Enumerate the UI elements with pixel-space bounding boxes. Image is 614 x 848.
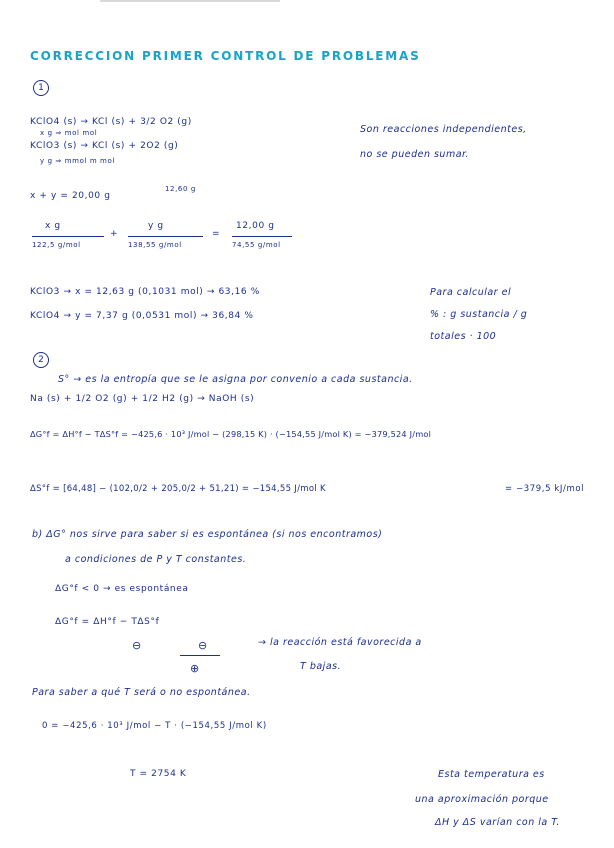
problem-1-number: 1 [33, 80, 49, 96]
formation-reaction: Na (s) + 1/2 O2 (g) + 1/2 H2 (g) → NaOH (s) [30, 394, 255, 404]
fraction-2-numerator: y g [148, 221, 164, 231]
reaction-1-sub: x g ⇒ mol mol [40, 129, 98, 137]
problem-2-intro: S° → es la entropía que se le asigna por convenio a cada sustancia. [58, 374, 413, 385]
fraction-3-numerator: 12,00 g [236, 221, 275, 231]
sign-ds-negative: ⊖ [198, 639, 208, 652]
ds-equation: ΔS°f = [64,48] − (102,0/2 + 205,0/2 + 51,21) = −154,55 J/mol K [30, 484, 326, 494]
part-b-text: b) ΔG° nos sirve para saber si es espontánea (si nos encontramos) [32, 529, 383, 540]
note-percent-3: totales · 100 [430, 331, 497, 342]
fraction-3-bar [232, 236, 292, 237]
note-independent-2: no se pueden sumar. [360, 149, 470, 160]
reaction-2-sub: y g ⇒ mmol m mol [40, 157, 115, 165]
temperature-favor-note-2: T bajas. [300, 661, 342, 672]
fraction-1-denominator: 122,5 g/mol [32, 241, 81, 249]
reaction-2: KClO3 (s) → KCl (s) + 2O2 (g) [30, 141, 179, 151]
note-percent-2: % : g sustancia / g [430, 309, 528, 320]
know-temperature: Para saber a qué T será o no espontánea. [32, 687, 251, 698]
dg-equation: ΔG°f = ΔH°f − TΔS°f = −425,6 · 10³ J/mol − (298,15 K) · (−154,55 J/mol K) = −379,524 J/mol [30, 429, 432, 439]
ds-result: = −379,5 kJ/mol [505, 484, 585, 494]
note-percent-1: Para calcular el [430, 287, 512, 298]
final-note-3: ΔH y ΔS varían con la T. [435, 817, 560, 828]
sum-equation: x + y = 20,00 g [30, 191, 111, 201]
problem-2-number: 2 [33, 352, 49, 368]
plus-sign: + [110, 229, 119, 239]
part-b-text-2: a condiciones de P y T constantes. [65, 554, 247, 565]
fraction-2-bar [128, 236, 203, 237]
zero-equation: 0 = −425,6 · 10³ J/mol − T · (−154,55 J/mol K) [42, 721, 267, 731]
fraction-2-denominator: 138,55 g/mol [128, 241, 182, 249]
reaction-1: KClO4 (s) → KCl (s) + 3/2 O2 (g) [30, 117, 192, 127]
top-edge-line [100, 0, 280, 2]
fraction-1-bar [32, 236, 104, 237]
spontaneity-condition: ΔG°f < 0 → es espontánea [55, 584, 189, 594]
fraction-1-numerator: x g [45, 221, 61, 231]
sign-t-ds-positive: ⊕ [190, 662, 200, 675]
result-kclo3: KClO3 → x = 12,63 g (0,1031 mol) → 63,16 % [30, 287, 260, 297]
temperature-favor-note: → la reacción está favorecida a [258, 637, 422, 648]
final-note-1: Esta temperatura es [438, 769, 545, 780]
final-note-2: una aproximación porque [415, 794, 549, 805]
fraction-3-denominator: 74,55 g/mol [232, 241, 281, 249]
equals-sign: = [212, 229, 221, 239]
dg-sign-equation: ΔG°f = ΔH°f − TΔS°f [55, 617, 160, 627]
sign-bracket [180, 655, 220, 656]
temperature-result: T = 2754 K [130, 769, 187, 779]
note-independent: Son reacciones independientes, [360, 124, 527, 135]
page-title: CORRECCION PRIMER CONTROL DE PROBLEMAS [30, 49, 421, 63]
sum-equation-right: 12,60 g [165, 185, 196, 193]
sign-dh-negative: ⊖ [132, 639, 142, 652]
result-kclo4: KClO4 → y = 7,37 g (0,0531 mol) → 36,84 % [30, 311, 254, 321]
